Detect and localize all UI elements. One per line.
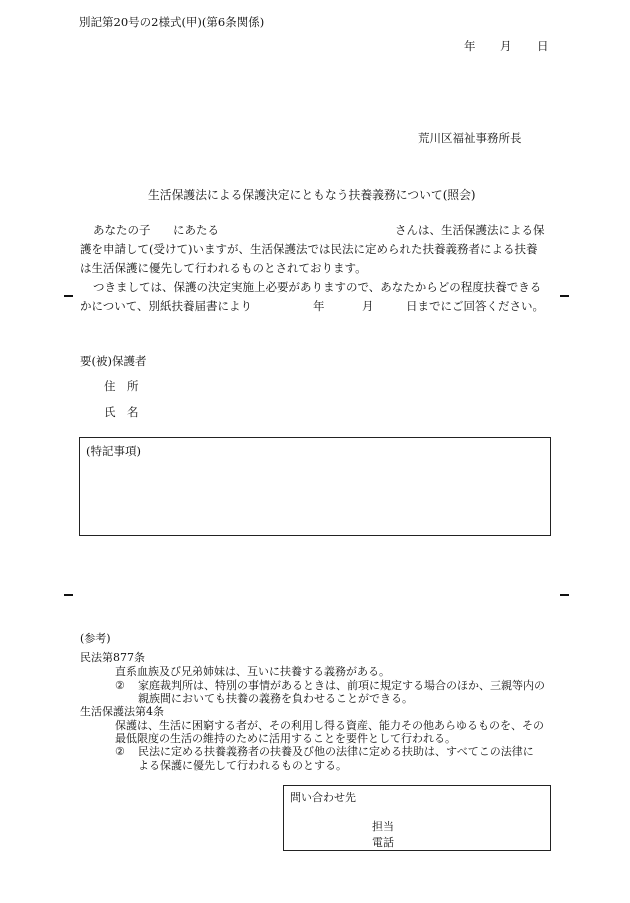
body-line-1b: にあたる — [173, 223, 219, 237]
welfare-law-title: 生活保護法第4条 — [80, 705, 164, 718]
fold-mark-right-top — [560, 295, 569, 297]
welfare-law-para-1b: 最低限度の生活の維持のために活用することを要件として行われる。 — [115, 732, 456, 745]
body-line-5c: 日までにご回答ください。 — [406, 299, 544, 313]
name-label: 氏 名 — [104, 405, 139, 419]
fold-mark-left-top — [64, 295, 73, 297]
body-line-5-month: 月 — [362, 299, 374, 313]
document-title: 生活保護法による保護決定にともなう扶養義務について(照会) — [148, 188, 476, 202]
civil-code-para-2-num: ② — [115, 679, 125, 692]
welfare-law-para-1a: 保護は、生活に困窮する者が、その利用し得る資産、能力その他あらゆるものを、その — [115, 719, 544, 732]
fold-mark-left-bottom — [64, 594, 73, 596]
contact-person-label: 担当 — [372, 820, 394, 833]
body-line-1c: さんは、生活保護法による保 — [395, 223, 545, 237]
contact-heading: 問い合わせ先 — [290, 791, 356, 804]
recipient-heading: 要(被)保護者 — [80, 354, 147, 368]
body-line-5a: かについて、別紙扶養届書により — [80, 299, 253, 313]
date-year-label: 年 — [464, 39, 476, 53]
contact-box — [283, 785, 551, 851]
body-line-1a: あなたの子 — [93, 223, 151, 237]
civil-code-para-1: 直系血族及び兄弟姉妹は、互いに扶養する義務がある。 — [115, 665, 390, 678]
date-day-label: 日 — [537, 39, 549, 53]
issuer: 荒川区福祉事務所長 — [418, 131, 522, 145]
body-line-3: は生活保護に優先して行われるものとされております。 — [80, 261, 367, 275]
civil-code-para-2a: 家庭裁判所は、特別の事情があるときは、前項に規定する場合のほか、三親等内の — [138, 679, 545, 692]
date-month-label: 月 — [500, 39, 512, 53]
body-line-4: つきましては、保護の決定実施上必要がありますので、あなたからどの程度扶養できる — [93, 280, 542, 294]
form-number: 別記第20号の2様式(甲)(第6条関係) — [79, 15, 265, 29]
contact-phone-label: 電話 — [372, 836, 394, 849]
reference-heading: (参考) — [80, 632, 111, 645]
address-label: 住 所 — [104, 379, 139, 393]
special-notes-label: (特記事項) — [86, 444, 141, 458]
fold-mark-right-bottom — [560, 594, 569, 596]
body-line-5-year: 年 — [313, 299, 325, 313]
body-line-2: 護を申請して(受けて)いますが、生活保護法では民法に定められた扶養義務者による扶養 — [80, 242, 538, 256]
civil-code-title: 民法第877条 — [80, 651, 145, 664]
welfare-law-para-2a: 民法に定める扶養義務者の扶養及び他の法律に定める扶助は、すべてこの法律に — [138, 745, 534, 758]
civil-code-para-2b: 親族間においても扶養の義務を負わせることができる。 — [138, 692, 413, 705]
special-notes-box — [79, 437, 551, 536]
welfare-law-para-2-num: ② — [115, 745, 125, 758]
welfare-law-para-2b: よる保護に優先して行われるものとする。 — [138, 759, 347, 772]
